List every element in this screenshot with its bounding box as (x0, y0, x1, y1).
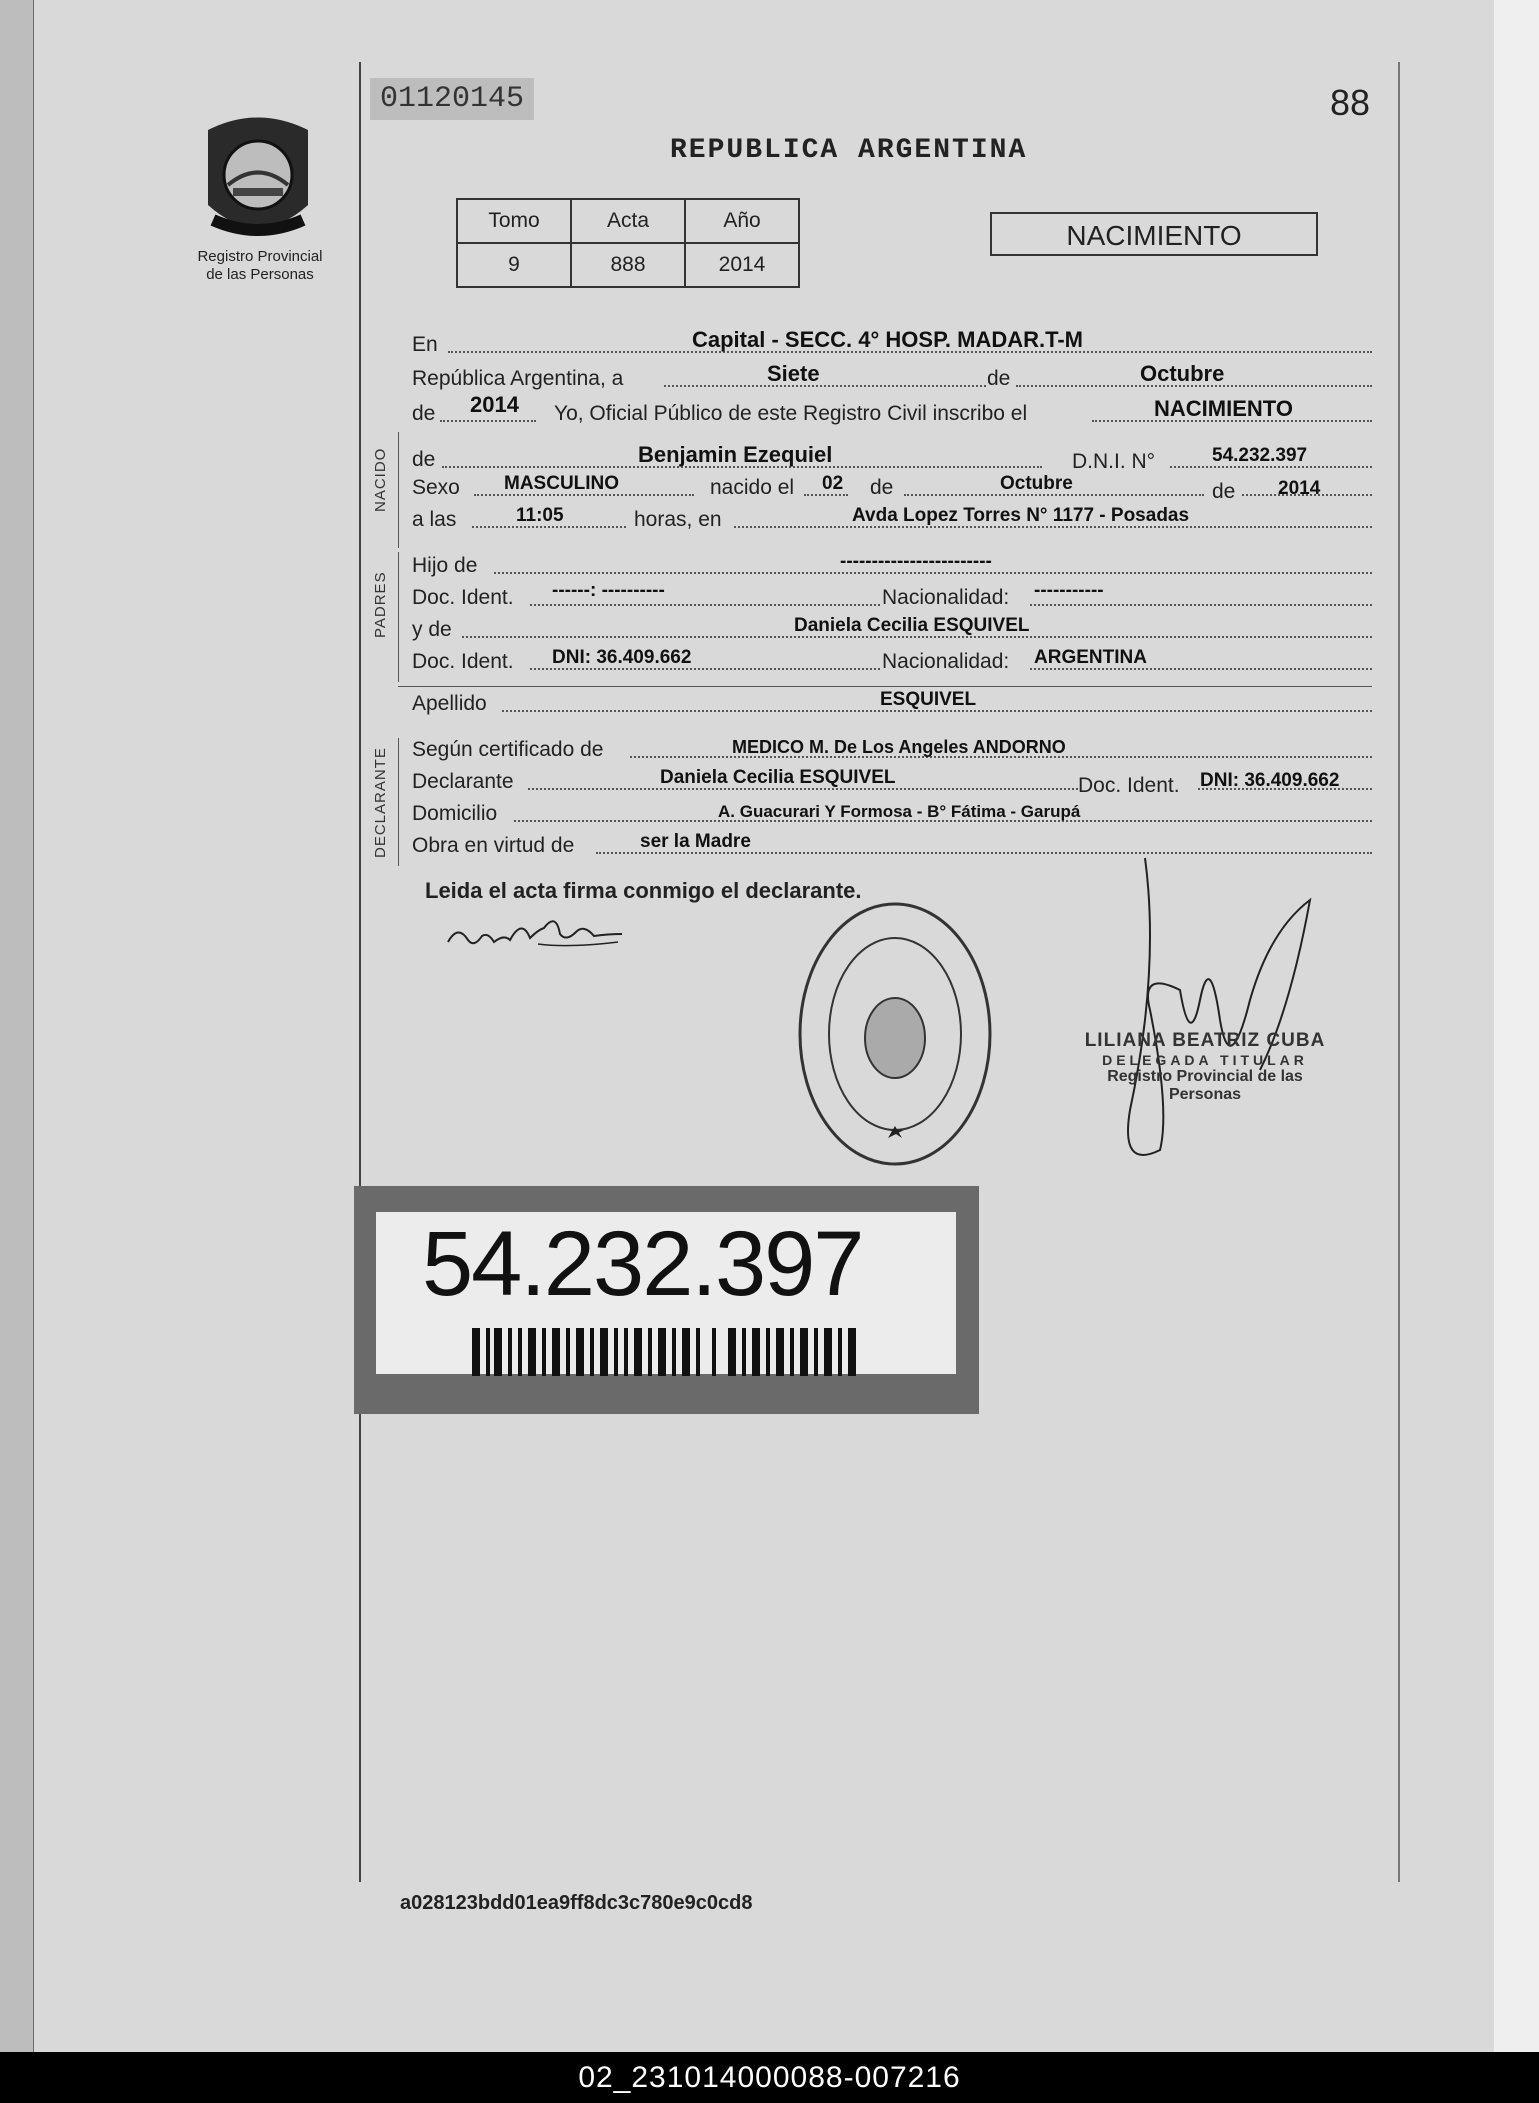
registry-caption-line2: de las Personas (206, 266, 314, 283)
horas-en-label: horas, en (634, 508, 722, 531)
declarante-label: Declarante (412, 770, 514, 793)
record-type-box: NACIMIENTO (990, 212, 1318, 256)
row-domicilio (412, 796, 1372, 824)
sexo-label: Sexo (412, 476, 460, 499)
record-header-tomo: Tomo (457, 199, 571, 243)
doc1-dots (530, 604, 880, 606)
barcode-inner (376, 1212, 956, 1374)
row-lugar (412, 327, 1372, 355)
nac2-label: Nacionalidad: (882, 650, 1010, 673)
side-label-padres: PADRES (372, 571, 389, 638)
registry-caption (170, 248, 350, 284)
officer-signature (1100, 850, 1340, 1170)
row-fecha-inscripcion (412, 361, 1372, 389)
row-madre (412, 612, 1372, 640)
dni-label: D.N.I. N° (1072, 450, 1156, 473)
nacido-de-label: de (870, 476, 894, 499)
en-value: Capital - SECC. 4° HOSP. MADAR.T-M (692, 327, 1083, 352)
barcode-number: 54.232.397 (422, 1213, 863, 1315)
dni-value: 54.232.397 (1212, 445, 1308, 466)
page-number: 88 (1330, 82, 1371, 123)
domicilio-value: A. Guacurari Y Formosa - B° Fátima - Garupá (718, 802, 1081, 821)
record-table-value-row (457, 243, 799, 287)
anio-dots (440, 420, 536, 422)
row-hora-lugar (412, 502, 1372, 530)
hora-value: 11:05 (516, 505, 564, 526)
nacido-bracket (398, 432, 399, 548)
dia-value: Siete (767, 361, 820, 386)
apellido-label: Apellido (412, 692, 487, 715)
paper-left-edge (0, 0, 36, 2052)
yo-text: Yo, Oficial Público de este Registro Civil inscribo el (554, 402, 1028, 425)
officer-name: LILIANA BEATRIZ CUBA (1084, 1030, 1326, 1051)
certificado-label: Según certificado de (412, 738, 604, 761)
record-header-anio: Año (685, 199, 799, 243)
decl-doc-label: Doc. Ident. (1078, 774, 1180, 797)
paper-right-edge (1494, 0, 1539, 2052)
inscribo-value: NACIMIENTO (1154, 396, 1293, 421)
page-title: REPUBLICA ARGENTINA (670, 135, 1028, 166)
nac1-value: ----------- (1034, 580, 1104, 601)
nacido-de2-label: de (1212, 480, 1236, 503)
en-label: En (412, 333, 438, 356)
declarante-value: Daniela Cecilia ESQUIVEL (660, 767, 896, 788)
leida-statement: Leida el acta firma conmigo el declarante. (425, 878, 862, 903)
officer-block (1070, 1030, 1340, 1104)
record-header-acta: Acta (571, 199, 685, 243)
serial-number: 01120145 (370, 78, 534, 120)
officer-office: Registro Provincial de las Personas (1107, 1068, 1303, 1103)
nac2-value: ARGENTINA (1034, 647, 1147, 668)
officer-role: DELEGADA TITULAR (1102, 1052, 1308, 1068)
mes-value: Octubre (1140, 361, 1225, 386)
madre-value: Daniela Cecilia ESQUIVEL (794, 615, 1030, 636)
official-seal-icon (796, 898, 994, 1170)
nombre-value: Benjamin Ezequiel (638, 442, 833, 467)
anio-value: 2014 (470, 392, 519, 417)
row-doc1 (412, 580, 1372, 608)
nacido-anio: 2014 (1278, 478, 1321, 499)
dia-dots (664, 385, 986, 387)
doc1-value: ------: ---------- (552, 580, 665, 601)
obra-value: ser la Madre (640, 831, 751, 852)
record-value-anio: 2014 (685, 243, 799, 287)
doc2-label: Doc. Ident. (412, 650, 514, 673)
y-de-label: y de (412, 618, 452, 641)
row-declarante (412, 764, 1372, 797)
hijo-label: Hijo de (412, 554, 478, 577)
de2-label: de (412, 402, 436, 425)
form-right-rule (1398, 62, 1400, 1882)
side-label-declarante: DECLARANTE (372, 747, 389, 858)
document-hash: a028123bdd01ea9ff8dc3c780e9c0cd8 (400, 1892, 753, 1914)
nacido-mes: Octubre (1000, 473, 1073, 494)
hora-label: a las (412, 508, 457, 531)
nombre-label: de (412, 448, 436, 471)
barcode-bars-icon (472, 1328, 862, 1376)
doc1-label: Doc. Ident. (412, 586, 514, 609)
row-nombre (412, 442, 1372, 473)
padres-bracket (398, 552, 399, 682)
footer-id: 02_231014000088-007216 (578, 2061, 961, 2094)
nacido-label: nacido el (710, 476, 795, 499)
lugar-value: Avda Lopez Torres N° 1177 - Posadas (852, 505, 1190, 526)
side-label-nacido: NACIDO (372, 447, 389, 512)
row-doc2 (412, 644, 1372, 672)
record-value-acta: 888 (571, 243, 685, 287)
form-left-rule (359, 62, 361, 1882)
declarante-bracket (398, 738, 399, 866)
declarant-signature (438, 904, 638, 964)
footer-id-band (0, 2052, 1539, 2103)
domicilio-label: Domicilio (412, 802, 498, 825)
nac1-dots (1030, 604, 1372, 606)
republica-label: República Argentina, a (412, 367, 624, 390)
apellido-value: ESQUIVEL (880, 689, 977, 710)
row-hijo-de (412, 548, 1372, 576)
doc2-value: DNI: 36.409.662 (552, 647, 692, 668)
certificado-value: MEDICO M. De Los Angeles ANDORNO (732, 737, 1066, 757)
barcode-label (354, 1186, 979, 1414)
row-apellido (412, 686, 1372, 714)
decl-doc-value: DNI: 36.409.662 (1200, 770, 1340, 791)
de-label: de (987, 367, 1011, 390)
registry-caption-line1: Registro Provincial (197, 248, 323, 265)
record-table (456, 198, 800, 288)
sexo-value: MASCULINO (504, 473, 620, 494)
row-certificado (412, 732, 1372, 760)
record-table-header-row (457, 199, 799, 243)
nac1-label: Nacionalidad: (882, 586, 1010, 609)
nacido-dia: 02 (822, 473, 844, 494)
row-sexo-nacimiento (412, 470, 1372, 503)
record-value-tomo: 9 (457, 243, 571, 287)
obra-label: Obra en virtud de (412, 834, 575, 857)
hijo-value: ------------------------ (840, 551, 992, 572)
province-coat-of-arms-icon (188, 110, 328, 255)
row-anio-inscribo (412, 392, 1372, 425)
